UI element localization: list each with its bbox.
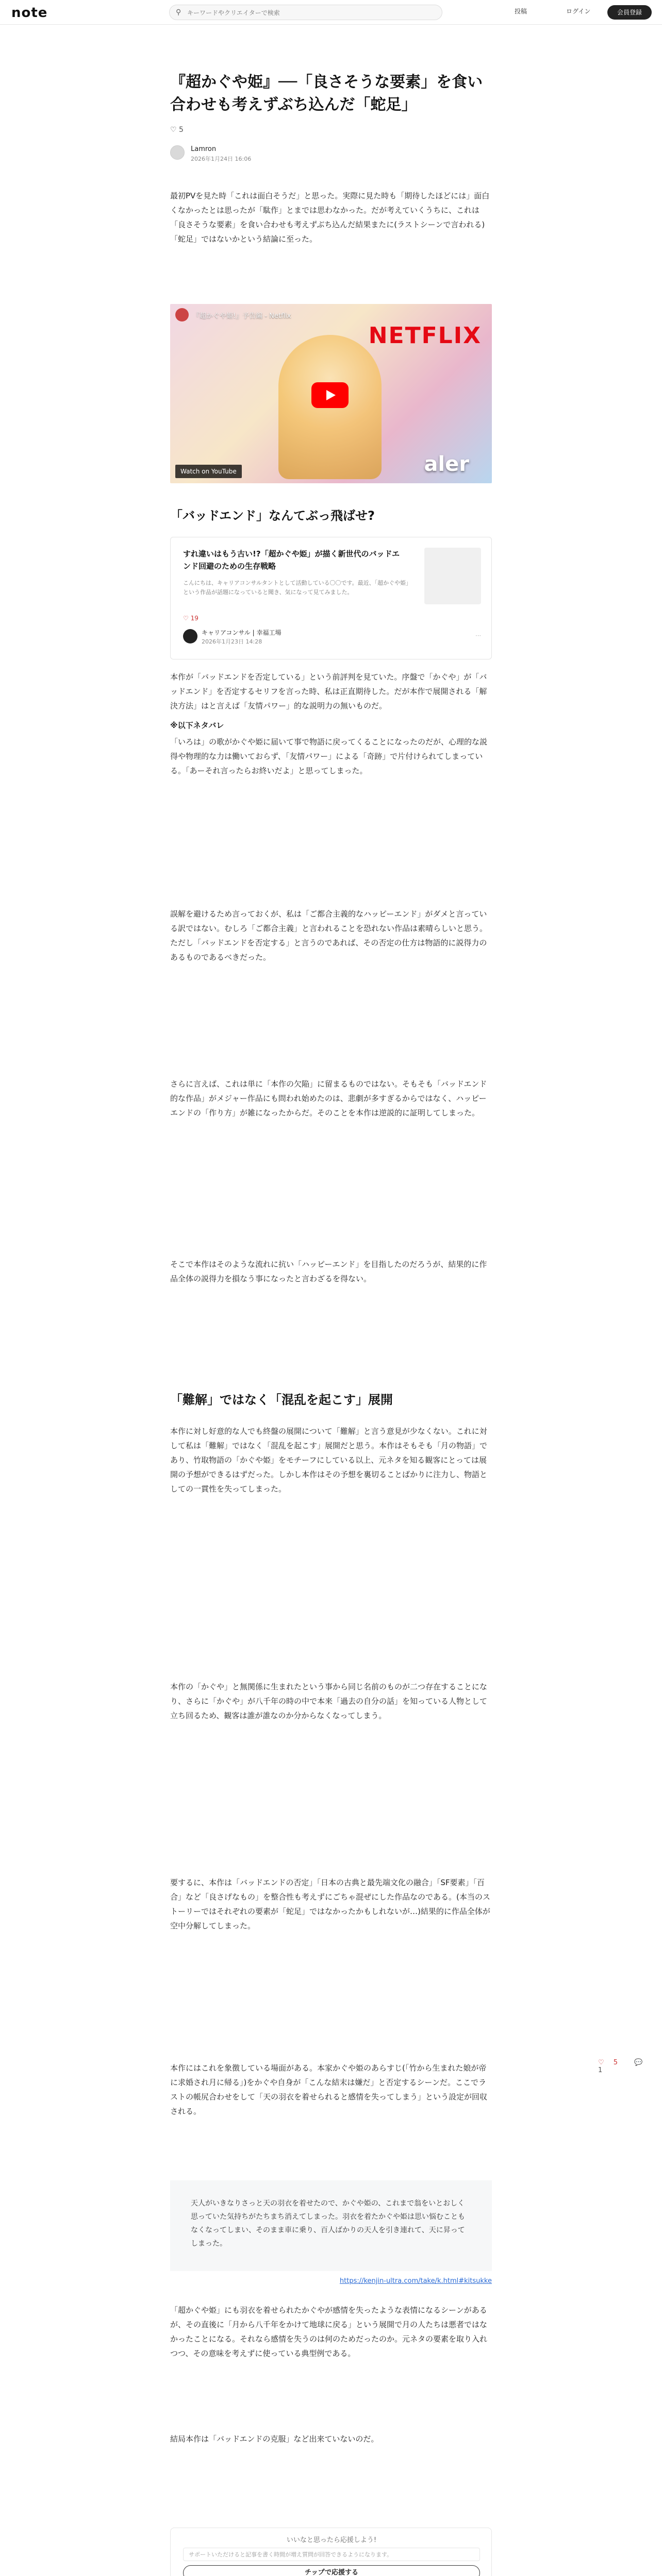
login-button[interactable]: ログイン [566,8,591,15]
search-icon: ⚲ [176,8,181,16]
heart-icon[interactable]: ♡ [170,126,177,134]
youtube-embed[interactable] [170,304,492,483]
body-paragraph: そこで本作はそのような流れに抗い「ハッピーエンド」を目指したのだろうが、結果的に作品全体の説得力を損なう事になったと言わざるを得ない。 [170,1260,487,1283]
embedded-note-card[interactable] [170,537,492,659]
support-message: サポートいただけると記事を書く時間が増え質問が回答できるようになります。 [183,2548,480,2561]
card-more-icon[interactable]: ⋯ [475,632,481,639]
card-date: 2026年1月23日 14:28 [202,638,262,645]
side-comment-button[interactable]: 💬 1 [598,2059,643,2074]
post-button[interactable]: 投稿 [515,8,527,15]
video-title[interactable]: 『超かぐや姫!』予告編 - Netflix [193,312,291,320]
publish-date: 2026年1月24日 16:06 [191,156,252,162]
support-box [170,2528,492,2576]
card-description: こんにちは、キャリアコンサルタントとして活動している〇〇です。最近、「超かぐや姫」という作品が話題になっていると聞き、気になって見てみました。 [183,580,409,596]
like-count: 5 [179,126,184,134]
card-like-count: ♡ 19 [183,615,198,622]
body-paragraph: 本作が「バッドエンドを否定している」という前評判を見ていた。序盤で「かぐや」が「バッドエンド」を否定するセリフを言った時、私は正直期待した。だが本作で展開される「解決方法」はと言えば「友情パワー」的な説明力の無いものだ。 [170,672,487,710]
body-paragraph: 本作に対し好意的な人でも終盤の展開について「難解」と言う意見が少なくない。これに対して私は「難解」ではなく「混乱を起こす」展開だと思う。本作はそもそも「月の物語」であり、竹取物語の「かぐや姫」をモチーフにしている以上、元ネタを知る観客にとっては展開の予想ができるはずだった。しかし本作はその予想を裏切ることばかりに注力し、物語としての一貫性を失ってしまった。 [170,1427,488,1494]
card-author-avatar [183,629,197,643]
section-heading-1: 「バッドエンド」なんてぶっ飛ばせ? [170,509,375,523]
block-quote: 天人がいきなりさっと天の羽衣を着せたので、かぐや姫の、これまで翁をいとおしく思っていた気持ちがたちまち消えてしまった。羽衣を着たかぐや姫は思い悩むこともなくなってしまい、そのまま車に乗り、百人ばかりの天人を引き連れて、天に昇ってしまった。 [170,2180,492,2271]
article-like-count[interactable] [170,126,492,134]
article-title: 『超かぐや姫』──「良さそうな要素」を食い合わせも考えずぶち込んだ「蛇足」 [170,73,483,114]
channel-avatar [175,308,189,321]
netflix-logo: NETFLIX [368,323,482,349]
comment-icon[interactable]: 💬 [634,2059,643,2066]
search-input[interactable] [187,8,435,18]
card-thumbnail [424,548,481,604]
body-paragraph: さらに言えば、これは単に「本作の欠陥」に留まるものではない。そもそも「バッドエンド的な作品」がメジャー作品にも問われ始めたのは、悲劇が多すぎるからではなく、ハッピーエンドの「作り方」が雑になったからだ。そのことを本作は逆説的に証明してしまった。 [170,1079,487,1117]
section-heading-2: 「難解」ではなく「混乱を起こす」展開 [170,1393,393,1407]
author-block[interactable] [170,145,492,166]
body-paragraph: 結局本作は「バッドエンドの克服」など出来ていないのだ。 [170,2434,379,2444]
body-paragraph: 「いろは」の歌がかぐや姫に届いて事で物語に戻ってくることになったのだが、心理的な説得や物理的な力は働いておらず、「友情パワー」による「奇跡」で片付けられてしまっている。「あーそれ言ったらお終いだよ」と思ってしまった。 [170,737,488,775]
search-box[interactable] [169,5,442,20]
heart-icon[interactable]: ♡ [598,2059,604,2066]
floating-actions [598,2059,662,2074]
site-header [0,0,662,25]
intro-paragraph: 最初PVを見た時「これは面白そうだ」と思った。実際に見た時も「期待したほどには」面白くなかったとは思ったが「駄作」とまでは思わなかった。だが考えていくうちに、これは「良さそうな要素」を食い合わせも考えずぶち込んだ結果またに(ラストシーンで言われる)「蛇足」ではないかという結論に至った。 [170,191,490,244]
video-overlay-text: aler [424,452,469,476]
author-name[interactable]: Lamron [191,145,217,153]
body-paragraph: 誤解を避けるため言っておくが、私は「ご都合主義的なハッピーエンド」がダメと言っている訳ではない。むしろ「ご都合主義」と言われることを恐れない作品は素晴らしいと思う。ただし「バッドエンドを否定する」と言うのであれば、その否定の仕方は物語的に説得力のあるものであるべきだった。 [170,909,488,962]
body-paragraph: 「超かぐや姫」にも羽衣を着せられたかぐやが感情を失ったような表情になるシーンがあるが、その直後に「月から八千年をかけて地球に戻る」という展開で月の人たちは悪者ではなかったことになる。それなら感情を失うのは何のためだったのか。元ネタの要素を取り入れつつ、その意味を考えずに使っている典型例である。 [170,2306,488,2358]
card-author-name: キャリアコンサル | 幸福工場 [202,629,282,636]
tip-button[interactable]: チップで応援する [183,2565,480,2576]
signup-button[interactable]: 会員登録 [607,5,652,20]
body-paragraph: 本作の「かぐや」と無関係に生まれたという事から同じ名前のものが二つ存在することになり、さらに「かぐや」が八千年の時の中で本来「過去の自分の話」を知っている人物として立ち回るため、観客は誰が誰なのか分からなくなってしまう。 [170,1682,488,1720]
body-paragraph: 要するに、本作は「バッドエンドの否定」「日本の古典と最先端文化の融合」「SF要素」「百合」など「良さげなもの」を整合性も考えずにごちゃ混ぜにした作品なのである。(本当のストーリーではそれぞれの要素が「蛇足」ではなかったかもしれないが…)結果的に作品全体が空中分解してしまった。 [170,1878,490,1930]
card-title[interactable]: すれ違いはもう古い!?「超かぐや姫」が描く新世代のバッドエンド回避のための生存戦略 [183,549,400,571]
play-button[interactable] [311,382,349,408]
spoiler-note: ※以下ネタバレ [170,721,224,730]
support-question: いいなと思ったら応援しよう! [286,2536,377,2544]
side-like-button[interactable]: ♡ 5 [598,2059,618,2066]
quote-source-link[interactable]: https://kenjin-ultra.com/take/k.html#kitsukke [339,2277,492,2285]
author-avatar[interactable] [170,145,185,160]
heart-icon: ♡ [183,615,189,622]
watch-on-youtube[interactable]: Watch on YouTube [175,465,242,478]
body-paragraph: 本作にはこれを象徴している場面がある。本家かぐや姫のあらすじ(「竹から生まれた娘が帝に求婚され月に帰る」)をかぐや自身が「こんな結末は嫌だ」と否定するシーンだ。ここでラストの帳尻合わせをして「天の羽衣を着せられると感情を失ってしまう」という設定が回収される。 [170,2063,488,2116]
note-logo[interactable]: note [11,5,48,21]
